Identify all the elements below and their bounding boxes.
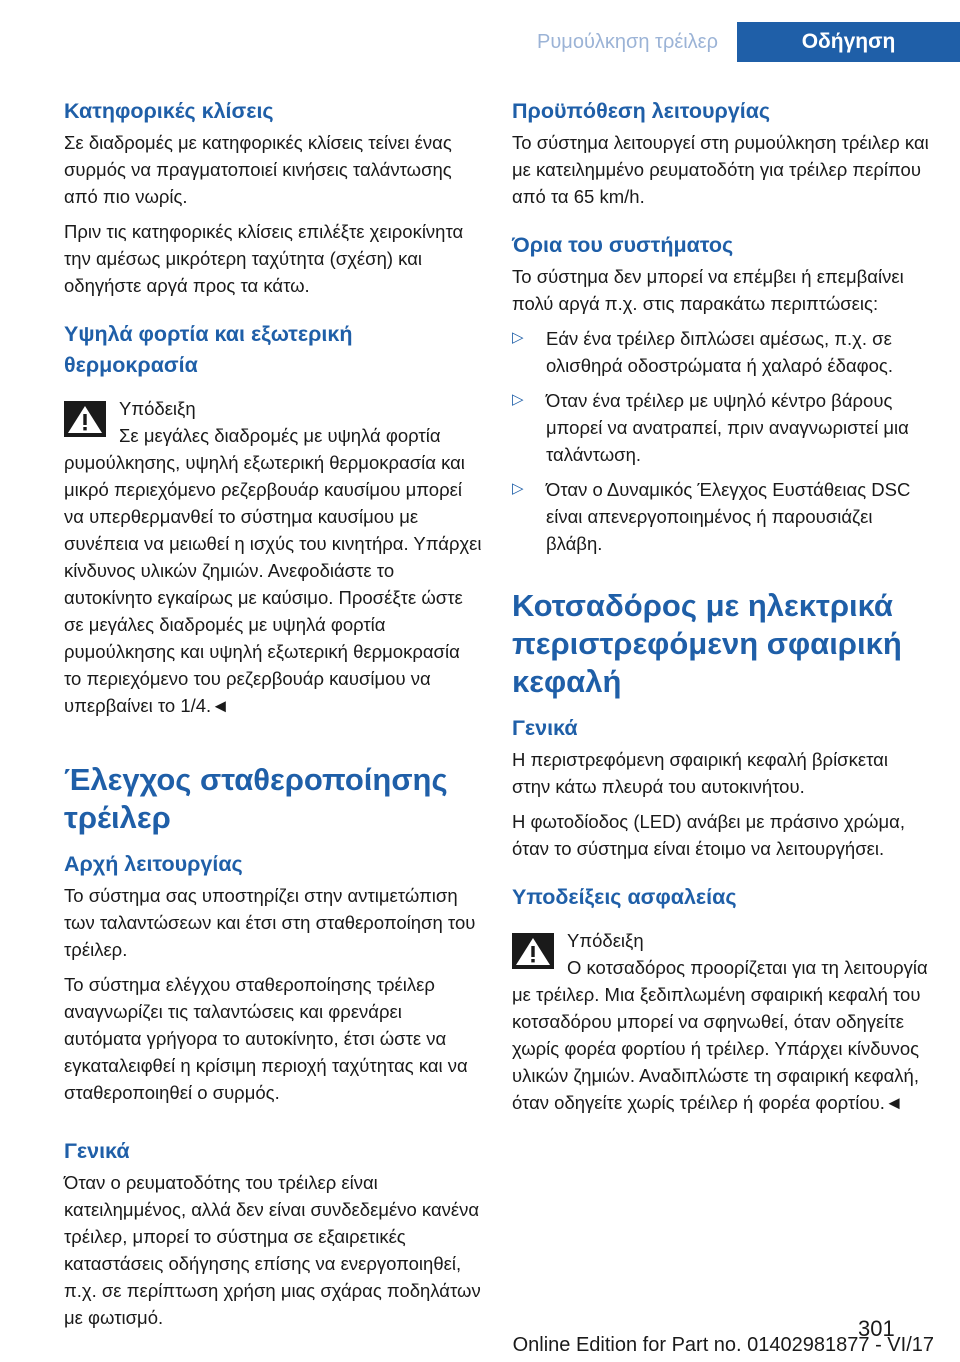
- header-section-title: Ρυμούλκηση τρέιλερ: [537, 31, 718, 53]
- heading-heat: Υψηλά φορτία και εξωτερική θερμοκρασία: [64, 322, 353, 377]
- list-item-text: Εάν ένα τρέιλερ διπλώσει αμέσως, π.χ. σε ολισθηρά οδοστρώματα ή χαλαρό έδαφος.: [546, 328, 893, 376]
- paragraph: Το σύστημα λειτουργεί στη ρυμούλκηση τρέιλερ και με κατειλημμένο ρευματοδότη για τρέιλερ περίπου από τα 65 km/h.: [512, 132, 929, 207]
- left-column: [64, 96, 482, 1339]
- heading-limits: Όρια του συστήματος: [512, 233, 734, 257]
- heading-general: Γενικά: [512, 716, 578, 740]
- list-item: [512, 325, 930, 379]
- page-number: 301: [858, 1316, 895, 1341]
- bullet-triangle-icon: ▷: [512, 329, 524, 346]
- heading-hitch: Κοτσαδόρος με ηλεκτρικά περιστρεφόμενη σφαιρική κεφαλή: [512, 588, 902, 699]
- limits-list: [512, 325, 930, 557]
- paragraph: Όταν ο ρευματοδότης του τρέιλερ είναι κατειλημμένος, αλλά δεν είναι συνδεδεμένο κανένα τρέιλερ, μπορεί το σύστημα σε εξαιρετικές καταστάσεις οδήγησης επίσης να ενεργοποιηθεί, π.χ. σε περίπτωση χρήση μιας σχάρας ποδηλάτων με φωτισμό.: [64, 1172, 481, 1328]
- warning-icon: [64, 401, 106, 437]
- list-item: [512, 476, 930, 557]
- paragraph: Το σύστημα σας υποστηρίζει στην αντιμετώπιση των ταλαντώσεων και έτσι στη σταθεροποίηση του τρέιλερ.: [64, 885, 476, 960]
- list-item: [512, 387, 930, 468]
- bullet-triangle-icon: ▷: [512, 480, 524, 497]
- heading-descents: Κατηφορικές κλίσεις: [64, 99, 274, 123]
- heading-prerequisite: Προϋπόθεση λειτουργίας: [512, 99, 771, 123]
- warning-note: [512, 927, 930, 1116]
- warning-text: Ο κοτσαδόρος προορίζεται για τη λειτουργία με τρέιλερ. Μια ξεδιπλωμένη σφαιρική κεφαλή του κοτσαδόρου μπορεί να σφηνωθεί, όταν οδηγείτε χωρίς φορέα φορτίου ή τρέιλερ. Υπάρχει κίνδυνος υλικών ζημιών. Αναδιπλώστε τη σφαιρική κεφαλή, όταν οδηγείτε χωρίς τρέιλερ ή φορέα φορτίου.◄: [512, 957, 928, 1113]
- warning-icon: [512, 933, 554, 969]
- paragraph: Η περιστρεφόμενη σφαιρική κεφαλή βρίσκεται στην κάτω πλευρά του αυτοκινήτου.: [512, 749, 888, 797]
- heading-principle: Αρχή λειτουργίας: [64, 852, 243, 876]
- warning-label: Υπόδειξη: [567, 930, 644, 951]
- footer-edition: Online Edition for Part no. 01402981877 - VI/17: [512, 1334, 934, 1356]
- heading-general: Γενικά: [64, 1139, 130, 1163]
- warning-text: Σε μεγάλες διαδρομές με υψηλά φορτία ρυμούλκησης, υψηλή εξωτερική θερμοκρασία και μικρό περιεχόμενο ρεζερβουάρ καυσίμου μπορεί να υπερθερμανθεί το σύστημα καυσίμου με συνέπεια να μειωθεί η ισχύς του κινητήρα. Υπάρχει κίνδυνος υλικών ζημιών. Ανεφοδιάστε το αυτοκίνητο εγκαίρως με καύσιμο. Προσέξτε ώστε σε μεγάλες διαδρομές με υψηλά φορτία ρυμούλκησης και υψηλή εξωτερική θερμοκρασία το περιεχόμενο του ρεζερβουάρ καυσίμου να υπερβαίνει το 1/4.◄: [64, 425, 482, 716]
- paragraph: Πριν τις κατηφορικές κλίσεις επιλέξτε χειροκίνητα την αμέσως μικρότερη ταχύτητα (σχέση) και οδηγήστε αργά προς τα κάτω.: [64, 221, 464, 296]
- paragraph: Το σύστημα δεν μπορεί να επέμβει ή επεμβαίνει πολύ αργά π.χ. στις παρακάτω περιπτώσεις:: [512, 266, 904, 314]
- heading-stabilization: Έλεγχος σταθεροποίησης τρέιλερ: [64, 762, 448, 835]
- paragraph: Το σύστημα ελέγχου σταθεροποίησης τρέιλερ αναγνωρίζει τις ταλαντώσεις και φρενάρει αυτόματα γρήγορα το αυτοκίνητο, έτσι ώστε να εγκαταλειφθεί η κρίσιμη περιοχή ταχύτητας και να σταθεροποιηθεί ο συρμός.: [64, 974, 468, 1103]
- header-chapter-title: Οδήγηση: [737, 22, 960, 62]
- warning-label: Υπόδειξη: [119, 398, 196, 419]
- paragraph: Σε διαδρομές με κατηφορικές κλίσεις τείνει ένας συρμός να πραγματοποιεί κινήσεις ταλάντωσης από πιο νωρίς.: [64, 132, 452, 207]
- heading-safety: Υποδείξεις ασφαλείας: [512, 885, 737, 909]
- paragraph: Η φωτοδίοδος (LED) ανάβει με πράσινο χρώμα, όταν το σύστημα είναι έτοιμο να λειτουργήσει.: [512, 811, 905, 859]
- list-item-text: Όταν ένα τρέιλερ με υψηλό κέντρο βάρους μπορεί να ανατραπεί, πριν αναγνωριστεί μια ταλάντωση.: [546, 390, 909, 465]
- warning-note: [64, 395, 482, 719]
- right-column: [512, 96, 930, 1124]
- bullet-triangle-icon: ▷: [512, 391, 524, 408]
- page-header: [0, 0, 960, 62]
- list-item-text: Όταν ο Δυναμικός Έλεγχος Ευστάθειας DSC είναι απενεργοποιημένος ή παρουσιάζει βλάβη.: [546, 479, 911, 554]
